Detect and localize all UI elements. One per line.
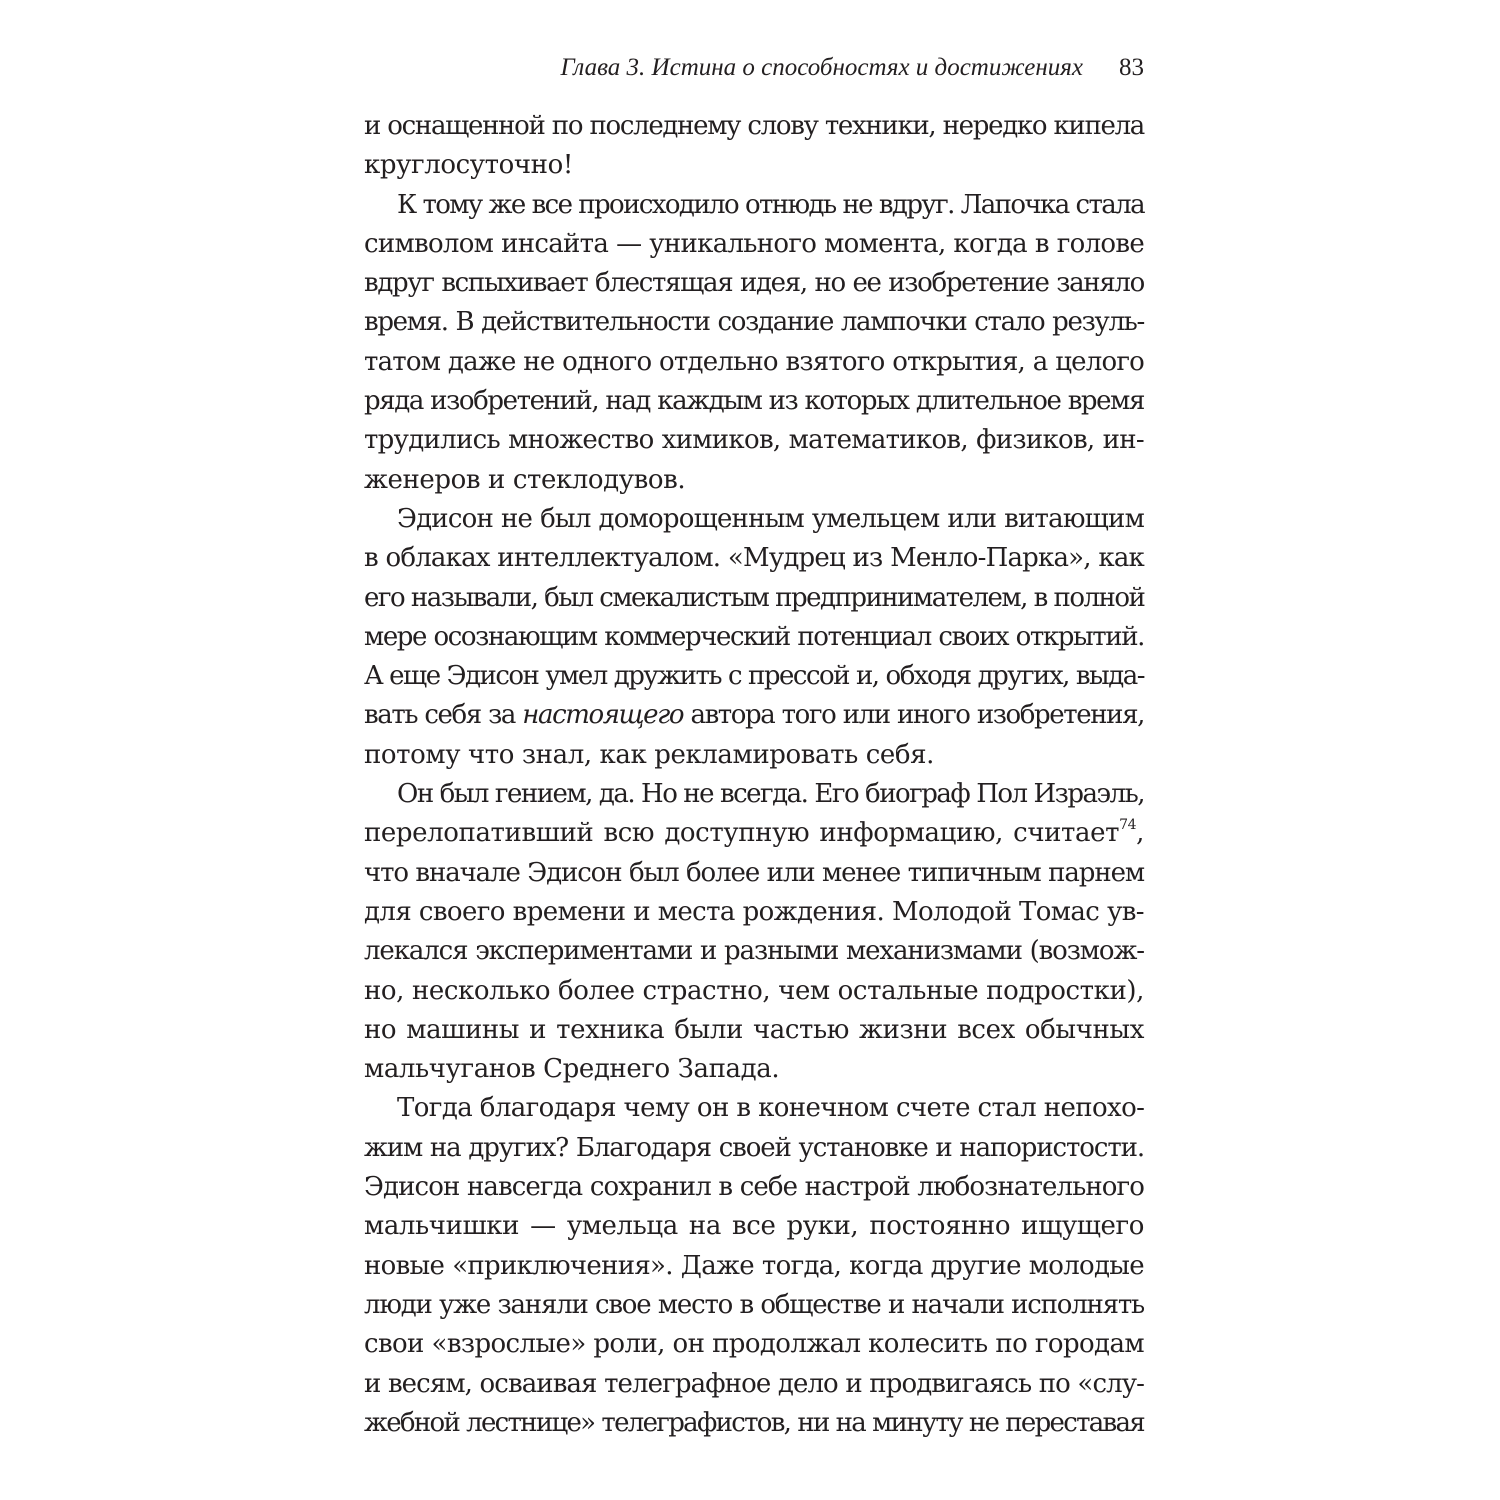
- text-line: потому что знал, как рекламировать себя.: [364, 739, 934, 770]
- footnote-ref: 74: [1119, 817, 1137, 834]
- text-line: и оснащенной по последнему слову техники, нередко кипела: [364, 111, 1144, 141]
- text-run: автора того или иного изобретения,: [683, 700, 1144, 731]
- text-line: А еще Эдисон умел дружить с прессой и, обходя других, выда-: [364, 661, 1144, 692]
- text-line: Он был гением, да. Но не всегда. Его биограф Пол Израэль,: [397, 779, 1144, 810]
- chapter-title: Глава 3. Истина о способностях и достижениях: [560, 54, 1083, 81]
- text-run: ,: [1136, 818, 1144, 849]
- text-line: женеров и стеклодувов.: [364, 464, 686, 495]
- text-line: новые «приключения». Даже тогда, когда другие молодые: [364, 1250, 1144, 1281]
- text-line: его называли, был смекалистым предпринимателем, в полной: [364, 582, 1145, 613]
- text-line: мальчишки — умельца на все руки, постоянно ищущего: [364, 1211, 1144, 1242]
- emphasis-text: настоящего: [522, 700, 684, 731]
- text-line: татом даже не одного отдельно взятого открытия, а целого: [364, 346, 1144, 377]
- text-line: свои «взрослые» роли, он продолжал колесить по городам: [364, 1329, 1144, 1360]
- text-run: вать себя за: [364, 700, 523, 731]
- text-line: жим на других? Благодаря своей установке и напористости.: [364, 1132, 1144, 1163]
- running-header: [364, 54, 1144, 82]
- text-line: но, несколько более страстно, чем остальные подростки),: [364, 975, 1144, 1006]
- text-line: что вначале Эдисон был более или менее типичным парнем: [364, 857, 1144, 888]
- text-line: [364, 696, 1144, 735]
- text-line: лекался экспериментами и разными механизмами (возмож-: [364, 936, 1144, 967]
- text-line: К тому же все происходило отнюдь не вдруг. Лапочка стала: [397, 189, 1144, 220]
- text-line: Эдисон не был доморощенным умельцем или витающим: [397, 503, 1144, 534]
- text-line: время. В действительности создание лампочки стало резуль-: [364, 307, 1144, 338]
- text-line: люди уже заняли свое место в обществе и начали исполнять: [364, 1289, 1144, 1320]
- body-text: [364, 107, 1144, 1443]
- text-line: и весям, осваивая телеграфное дело и продвигаясь по «слу-: [364, 1368, 1144, 1399]
- text-line: трудились множество химиков, математиков, физиков, ин-: [364, 425, 1144, 456]
- text-line: но машины и техника были частью жизни всех обычных: [364, 1014, 1144, 1045]
- text-line: символом инсайта — уникального момента, когда в голове: [364, 228, 1144, 259]
- text-line: круглосуточно!: [364, 150, 573, 181]
- text-line: мальчуганов Среднего Запада.: [364, 1054, 780, 1085]
- page-number: 83: [1119, 54, 1144, 81]
- text-line: жебной лестнице» телеграфистов, ни на минуту не переставая: [364, 1407, 1144, 1438]
- text-line: вдруг вспыхивает блестящая идея, но ее изобретение заняло: [364, 268, 1144, 299]
- text-line: Тогда благодаря чему он в конечном счете стал непохо-: [397, 1093, 1145, 1124]
- text-line: [364, 814, 1144, 853]
- text-run: перелопативший всю доступную информацию, считает: [364, 818, 1120, 849]
- text-line: для своего времени и места рождения. Молодой Томас ув-: [364, 896, 1144, 927]
- text-line: Эдисон навсегда сохранил в себе настрой любознательного: [364, 1172, 1144, 1203]
- text-line: в облаках интеллектуалом. «Мудрец из Менло-Парка», как: [364, 543, 1144, 574]
- text-line: мере осознающим коммерческий потенциал своих открытий.: [364, 621, 1144, 652]
- text-line: ряда изобретений, над каждым из которых длительное время: [364, 386, 1144, 417]
